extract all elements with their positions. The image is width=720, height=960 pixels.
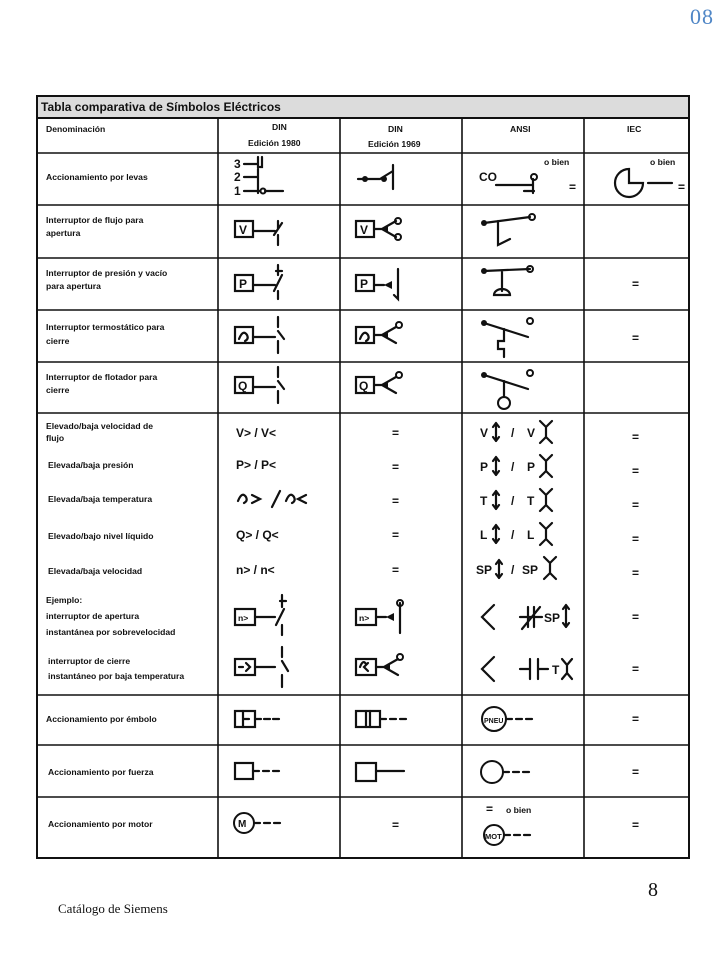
flow-switch-din1969 bbox=[356, 218, 401, 240]
example-overspeed-ansi bbox=[482, 605, 569, 629]
svg-text:=: = bbox=[678, 180, 686, 194]
svg-text:=: = bbox=[392, 528, 400, 542]
row-fuerza: Accionamiento por fuerza bbox=[48, 767, 154, 777]
svg-text:P: P bbox=[360, 277, 369, 291]
motor-iec-equal: = bbox=[632, 818, 640, 832]
header-ansi: ANSI bbox=[510, 124, 531, 134]
svg-text:=: = bbox=[632, 566, 640, 580]
row-presion-elevada: Elevada/baja presión bbox=[48, 460, 134, 470]
motor-din1969-equal: = bbox=[392, 818, 400, 832]
cam-symbol-iec bbox=[615, 157, 685, 197]
table-title: Tabla comparativa de Símbolos Eléctricos bbox=[41, 100, 281, 114]
slide-number: 08 bbox=[690, 4, 714, 29]
svg-text:Q> / Q<: Q> / Q< bbox=[236, 528, 279, 542]
svg-text:=: = bbox=[486, 802, 494, 816]
svg-text:P> / P<: P> / P< bbox=[236, 458, 277, 472]
svg-text:1: 1 bbox=[234, 184, 241, 198]
row-flujo-2: apertura bbox=[46, 228, 81, 238]
header-din1980-edition: Edición 1980 bbox=[248, 138, 301, 148]
svg-text:V> / V<: V> / V< bbox=[236, 426, 277, 440]
example-overspeed-din1980 bbox=[235, 595, 286, 635]
header-din1980: DIN bbox=[272, 122, 287, 132]
svg-text:T: T bbox=[480, 494, 488, 508]
svg-text:V: V bbox=[527, 426, 536, 440]
row-ejemplo: Ejemplo: bbox=[46, 595, 83, 605]
svg-text:MOT: MOT bbox=[485, 832, 502, 841]
row-nivel: Elevado/bajo nivel líquido bbox=[48, 531, 154, 541]
svg-text:o bien: o bien bbox=[544, 157, 570, 167]
svg-text:PNEU: PNEU bbox=[484, 718, 504, 725]
piston-din1969 bbox=[356, 711, 406, 727]
svg-text:V: V bbox=[480, 426, 489, 440]
row-vel-flujo-1: Elevado/baja velocidad de bbox=[46, 421, 153, 431]
cam-symbol-ansi bbox=[479, 157, 576, 194]
cam-symbol-din1969 bbox=[358, 165, 393, 189]
row-ej2-1: interruptor de cierre bbox=[48, 656, 131, 666]
thermostat-switch-ansi bbox=[481, 318, 533, 357]
svg-text:/: / bbox=[511, 494, 515, 508]
svg-text:=: = bbox=[392, 460, 400, 474]
row-levas: Accionamiento por levas bbox=[46, 172, 148, 182]
svg-text:2: 2 bbox=[234, 170, 241, 184]
svg-text:/: / bbox=[511, 563, 515, 577]
row-ej1-2: instantánea por sobrevelocidad bbox=[46, 627, 176, 637]
float-switch-din1969 bbox=[356, 372, 402, 393]
symbol-table-scan bbox=[36, 95, 692, 860]
svg-text:o bien: o bien bbox=[650, 157, 676, 167]
svg-text:P: P bbox=[527, 460, 536, 474]
svg-text:Q: Q bbox=[359, 379, 369, 393]
row-flotador-1: Interruptor de flotador para bbox=[46, 372, 158, 382]
piston-iec-equal: = bbox=[632, 712, 640, 726]
svg-text:3: 3 bbox=[234, 157, 241, 171]
example-overspeed-din1969 bbox=[356, 600, 403, 633]
svg-text:SP: SP bbox=[544, 611, 561, 625]
svg-text:T: T bbox=[527, 494, 535, 508]
table-frame bbox=[37, 96, 689, 858]
flow-switch-ansi bbox=[481, 214, 535, 245]
motor-ansi bbox=[484, 802, 531, 845]
svg-text:SP: SP bbox=[476, 563, 493, 577]
row-ej2-2: instantáneo por baja temperatura bbox=[48, 671, 185, 681]
cam-symbol-din1980 bbox=[234, 157, 283, 198]
svg-text:=: = bbox=[632, 464, 640, 478]
page-number: 8 bbox=[648, 879, 658, 901]
svg-text:n>: n> bbox=[238, 613, 249, 623]
svg-text:=: = bbox=[632, 430, 640, 444]
pressure-iec-equal: = bbox=[632, 277, 640, 291]
high-low-din1969-equals bbox=[392, 426, 399, 577]
svg-text:Q: Q bbox=[238, 379, 248, 393]
svg-text:V: V bbox=[360, 223, 369, 237]
header-din1969-edition: Edición 1969 bbox=[368, 139, 421, 149]
high-low-symbols-ansi bbox=[476, 421, 556, 579]
svg-text:/: / bbox=[511, 528, 515, 542]
piston-din1980 bbox=[235, 711, 279, 727]
row-vel-flujo-2: flujo bbox=[46, 433, 65, 443]
motor-din1980 bbox=[234, 813, 280, 833]
row-termo-2: cierre bbox=[46, 336, 70, 346]
pressure-switch-ansi bbox=[481, 266, 533, 295]
svg-text:CO: CO bbox=[479, 170, 497, 184]
example-overspeed-iec-equal: = bbox=[632, 610, 640, 624]
force-din1980 bbox=[235, 763, 279, 779]
example-lowtemp-ansi bbox=[482, 657, 572, 681]
row-flujo-1: Interruptor de flujo para bbox=[46, 215, 144, 225]
svg-text:=: = bbox=[392, 563, 400, 577]
svg-text:n> / n<: n> / n< bbox=[236, 563, 275, 577]
float-switch-ansi bbox=[481, 370, 533, 409]
svg-text:P: P bbox=[480, 460, 489, 474]
row-motor: Accionamiento por motor bbox=[48, 819, 153, 829]
thermostat-iec-equal: = bbox=[632, 331, 640, 345]
piston-ansi bbox=[482, 707, 532, 731]
column-lines bbox=[218, 118, 584, 858]
example-lowtemp-iec-equal: = bbox=[632, 662, 640, 676]
svg-text:L: L bbox=[527, 528, 535, 542]
row-termo-1: Interruptor termostático para bbox=[46, 322, 165, 332]
thermostat-switch-din1969 bbox=[356, 322, 402, 343]
svg-text:=: = bbox=[392, 494, 400, 508]
high-low-symbols-din1980 bbox=[236, 426, 306, 577]
row-ej1-1: interruptor de apertura bbox=[46, 611, 140, 621]
svg-text:n>: n> bbox=[359, 613, 370, 623]
force-din1969 bbox=[356, 763, 404, 781]
row-flotador-2: cierre bbox=[46, 385, 70, 395]
row-presion-1: Interruptor de presión y vacío bbox=[46, 268, 168, 278]
row-embolo: Accionamiento por émbolo bbox=[46, 714, 157, 724]
svg-text:/: / bbox=[511, 460, 515, 474]
svg-text:P: P bbox=[239, 277, 248, 291]
float-switch-din1980 bbox=[235, 367, 284, 403]
svg-text:SP: SP bbox=[522, 563, 539, 577]
header-name: Denominación bbox=[46, 124, 106, 134]
svg-text:L: L bbox=[480, 528, 488, 542]
example-lowtemp-din1980 bbox=[235, 647, 288, 687]
header-iec: IEC bbox=[627, 124, 642, 134]
row-presion-2: para apertura bbox=[46, 281, 101, 291]
flow-switch-din1980 bbox=[235, 221, 282, 245]
svg-text:=: = bbox=[632, 532, 640, 546]
svg-text:V: V bbox=[239, 223, 248, 237]
force-ansi bbox=[481, 761, 529, 783]
high-low-iec-equals bbox=[632, 430, 639, 580]
thermostat-switch-din1980 bbox=[235, 317, 284, 353]
svg-text:T: T bbox=[552, 663, 560, 677]
row-temperatura: Elevada/baja temperatura bbox=[48, 494, 153, 504]
row-velocidad: Elevada/baja velocidad bbox=[48, 566, 143, 576]
pressure-switch-din1980 bbox=[235, 265, 282, 299]
example-lowtemp-din1969 bbox=[356, 654, 403, 675]
source-caption: Catálogo de Siemens bbox=[58, 901, 168, 916]
svg-text:/: / bbox=[511, 426, 515, 440]
header-din1969: DIN bbox=[388, 124, 403, 134]
svg-text:o bien: o bien bbox=[506, 805, 532, 815]
force-iec-equal: = bbox=[632, 765, 640, 779]
pressure-switch-din1969 bbox=[356, 269, 398, 299]
svg-text:=: = bbox=[632, 498, 640, 512]
row-lines bbox=[37, 153, 690, 797]
svg-text:=: = bbox=[392, 426, 400, 440]
svg-text:=: = bbox=[569, 180, 577, 194]
svg-text:M: M bbox=[238, 819, 247, 830]
